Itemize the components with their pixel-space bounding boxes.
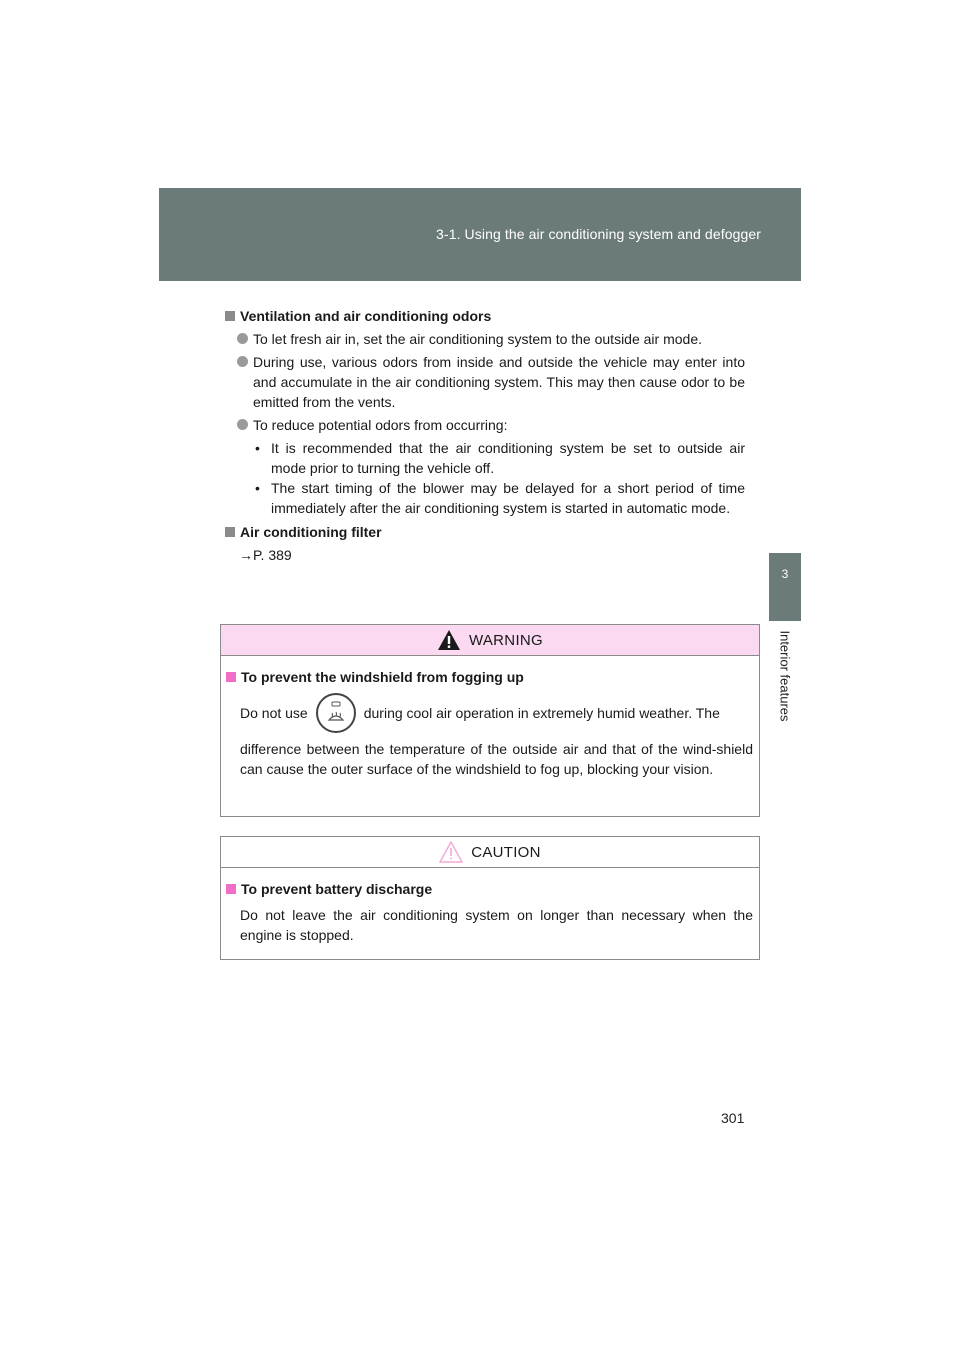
warning-text-line: Do not use during cool air operation in extremely humid weather. The — [240, 693, 753, 733]
warning-header — [221, 625, 759, 656]
caution-box — [220, 836, 760, 960]
square-bullet-icon — [226, 884, 236, 894]
caution-triangle-icon — [439, 841, 463, 863]
page-number: 301 — [721, 1110, 745, 1126]
caution-text: Do not leave the air conditioning system on longer than necessary when the engine is stopped. — [240, 907, 753, 943]
warning-title: To prevent the windshield from fogging up — [226, 667, 753, 687]
main-content — [225, 306, 745, 565]
list-item: To reduce potential odors from occurring: — [237, 415, 745, 435]
chapter-label: Interior features — [777, 630, 793, 722]
round-bullet-icon — [237, 333, 248, 344]
square-bullet-icon — [225, 311, 235, 321]
header-bar — [159, 188, 801, 281]
warning-body — [221, 656, 759, 779]
windshield-defogger-icon — [316, 693, 356, 733]
sub-list-item: • It is recommended that the air conditioning system be set to outside air mode prior to turning the vehicle off. — [255, 440, 745, 476]
warning-box — [220, 624, 760, 817]
list-item: During use, various odors from inside and outside the vehicle may enter into and accumulate in the air conditioning system. This may then cause odor to be emitted from the vents. — [237, 352, 745, 412]
warning-label: WARNING — [468, 631, 544, 649]
square-bullet-icon — [226, 672, 236, 682]
ventilation-heading: Ventilation and air conditioning odors — [225, 306, 745, 326]
sub-list-item: • The start timing of the blower may be delayed for a short period of time immediately after the air conditioning system is started in automatic mode. — [255, 480, 745, 516]
square-bullet-icon — [225, 527, 235, 537]
round-bullet-icon — [237, 419, 248, 430]
caution-header — [221, 837, 759, 868]
caution-body — [221, 868, 759, 945]
caution-label: CAUTION — [471, 843, 541, 861]
warning-text: difference between the temperature of the outside air and that of the wind-shield can cause the outer surface of the windshield to fog up, blocking your vision. — [240, 741, 753, 777]
section-title: 3-1. Using the air conditioning system and defogger — [436, 226, 761, 242]
warning-triangle-icon — [437, 629, 461, 651]
filter-heading: Air conditioning filter — [225, 522, 745, 542]
list-item: To let fresh air in, set the air conditioning system to the outside air mode. — [237, 329, 745, 349]
chapter-tab — [769, 553, 801, 621]
page-reference-link[interactable]: →P. 389 — [239, 547, 292, 563]
caution-title: To prevent battery discharge — [226, 879, 753, 899]
round-bullet-icon — [237, 356, 248, 367]
chapter-number: 3 — [781, 567, 789, 581]
